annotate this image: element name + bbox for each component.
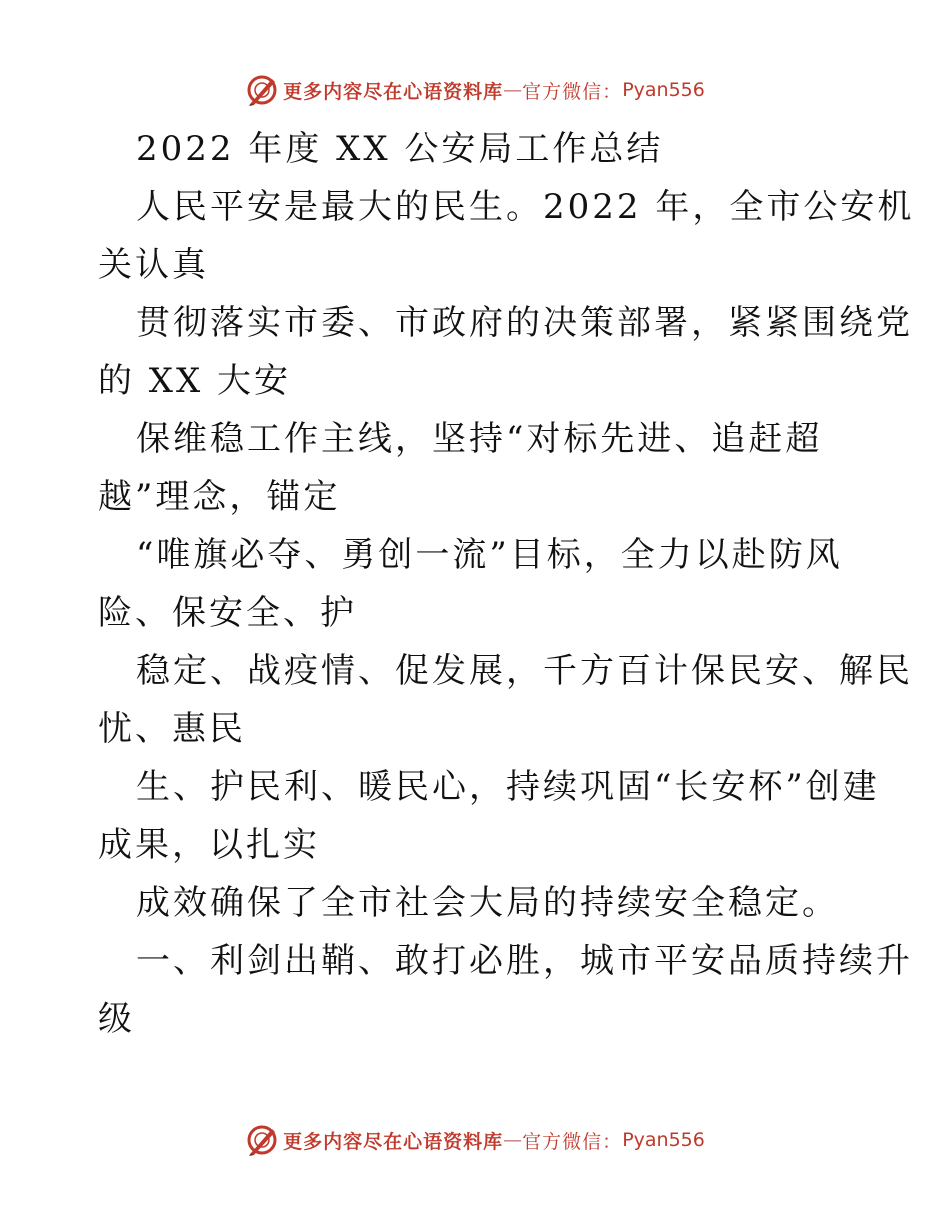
text-line: 生、护民利、暖民心，持续巩固“长安杯”创建 [136, 767, 880, 807]
watermark-label: 官方微信： [522, 1130, 623, 1153]
logo-pen-icon [245, 1123, 279, 1157]
text-line: 成果，以扎实 [98, 825, 320, 865]
text-line: 一、利剑出鞘、敢打必胜，城市平安品质持续升 [136, 941, 913, 981]
logo-pen-icon [245, 73, 279, 107]
document-body [98, 120, 915, 1048]
watermark-dash: — [503, 79, 523, 101]
text-line: 关认真 [98, 245, 209, 285]
document-title: 2022 年度 XX 公安局工作总结 [136, 129, 664, 169]
watermark-main-text: 更多内容尽在心语资料库 [283, 1130, 504, 1153]
text-line: 保维稳工作主线，坚持“对标先进、追赶超 [136, 419, 823, 459]
watermark-dash: — [503, 1129, 523, 1151]
watermark-label: 官方微信： [522, 80, 623, 103]
watermark-footer [0, 1120, 950, 1160]
document-lines [98, 178, 915, 1048]
text-line: 级 [98, 999, 135, 1039]
text-line: 险、保安全、护 [98, 593, 357, 633]
text-line: 贯彻落实市委、市政府的决策部署，紧紧围绕党 [136, 303, 913, 343]
watermark-main-text: 更多内容尽在心语资料库 [283, 80, 504, 103]
text-line: “唯旗必夺、勇创一流”目标，全力以赴防风 [136, 535, 843, 575]
text-line: 越”理念，锚定 [98, 477, 341, 517]
text-line: 的 XX 大安 [98, 361, 292, 401]
text-line: 成效确保了全市社会大局的持续安全稳定。 [136, 883, 839, 923]
text-line: 人民平安是最大的民生。2022 年，全市公安机 [136, 187, 915, 227]
text-line: 忧、惠民 [98, 709, 246, 749]
watermark-header [0, 70, 950, 110]
watermark-id: Pyan556 [622, 1129, 705, 1151]
text-line: 稳定、战疫情、促发展，千方百计保民安、解民 [136, 651, 913, 691]
watermark-id: Pyan556 [622, 79, 705, 101]
